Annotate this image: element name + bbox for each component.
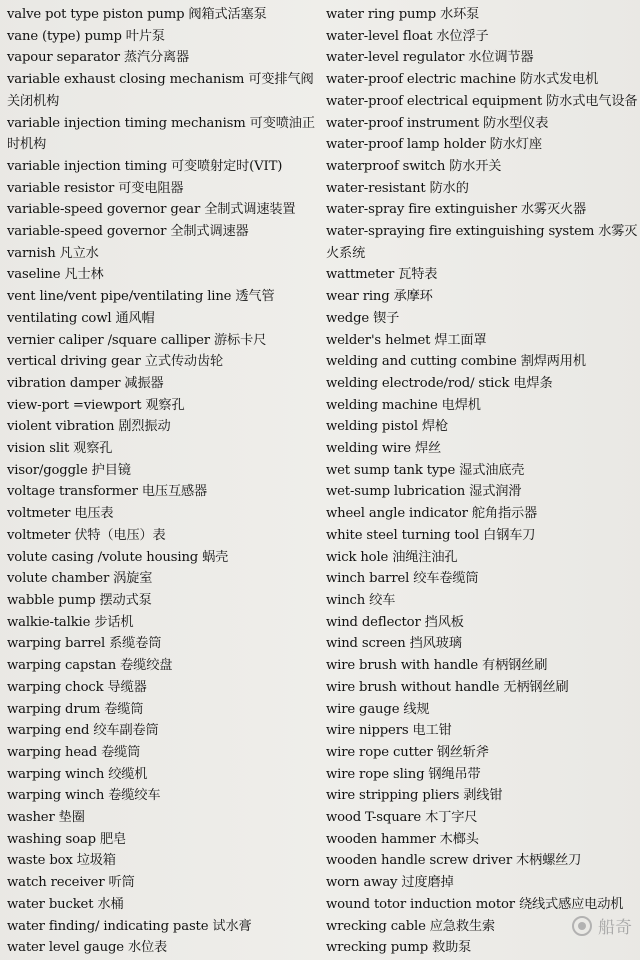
glossary-entry: variable injection timing 可变喷射定时(VIT) — [7, 158, 283, 174]
glossary-entry: wire rope cutter 钢丝斩斧 — [326, 744, 489, 760]
glossary-entry: wire gauge 线规 — [326, 701, 430, 717]
glossary-entry: vernier caliper /square calliper 游标卡尺 — [7, 332, 267, 348]
glossary-entry: warping winch 绞缆机 — [7, 766, 148, 782]
glossary-entry: welding machine 电焊机 — [326, 397, 481, 413]
glossary-entry: water-proof electrical equipment 防水式电气设备 — [326, 93, 638, 109]
glossary-entry: water-proof lamp holder 防水灯座 — [326, 137, 542, 153]
glossary-entry: welder's helmet 焊工面罩 — [326, 332, 487, 348]
glossary-entry: winch 绞车 — [326, 592, 396, 608]
glossary-left-column — [7, 4, 323, 959]
glossary-entry: welding wire 焊丝 — [326, 441, 442, 457]
glossary-entry: water-level regulator 水位调节器 — [326, 50, 534, 66]
glossary-entry: wound totor induction motor 绕线式感应电动机 — [326, 896, 624, 912]
glossary-entry: waterproof switch 防水开关 — [326, 158, 502, 174]
glossary-entry: vision slit 观察孔 — [7, 441, 113, 457]
glossary-right-column — [326, 4, 638, 959]
glossary-entry: vapour separator 蒸汽分离器 — [7, 50, 190, 66]
glossary-entry: variable exhaust closing mechanism 可变排气阀关闭机构 — [7, 72, 314, 109]
glossary-entry: wick hole 油绳注油孔 — [326, 549, 458, 565]
glossary-entry: washing soap 肥皂 — [7, 831, 127, 847]
glossary-entry: warping winch 卷缆绞车 — [7, 788, 161, 804]
glossary-entry: warping end 绞车副卷筒 — [7, 723, 159, 739]
watermark-text: 船奇 — [598, 918, 632, 938]
glossary-entry: wattmeter 瓦特表 — [326, 267, 438, 283]
glossary-entry: voltage transformer 电压互感器 — [7, 484, 208, 500]
glossary-entry: warping capstan 卷缆绞盘 — [7, 658, 173, 674]
glossary-entry: warping head 卷缆筒 — [7, 744, 141, 760]
glossary-entry: welding pistol 焊枪 — [326, 419, 448, 435]
glossary-entry: winch barrel 绞车卷缆筒 — [326, 571, 479, 587]
glossary-entry: wood T-square 木丁字尺 — [326, 810, 478, 826]
glossary-entry: warping drum 卷缆筒 — [7, 701, 144, 717]
glossary-entry: wabble pump 摆动式泵 — [7, 592, 152, 608]
glossary-entry: varnish 凡立水 — [7, 245, 99, 261]
glossary-entry: wear ring 承摩环 — [326, 289, 433, 305]
glossary-entry: wire brush without handle 无柄钢丝刷 — [326, 679, 569, 695]
glossary-entry: water-spray fire extinguisher 水雾灭火器 — [326, 202, 587, 218]
glossary-entry: water-spraying fire extinguishing system 水雾灭火系统 — [326, 224, 638, 261]
glossary-entry: voltmeter 电压表 — [7, 506, 114, 522]
glossary-entry: welding and cutting combine 割焊两用机 — [326, 354, 586, 370]
glossary-entry: wire rope sling 钢绳吊带 — [326, 766, 481, 782]
glossary-entry: wet sump tank type 湿式油底壳 — [326, 462, 525, 478]
glossary-entry: waste box 垃圾箱 — [7, 853, 116, 869]
glossary-entry: variable-speed governor gear 全制式调速装置 — [7, 202, 296, 218]
glossary-entry: worn away 过度磨掉 — [326, 875, 454, 891]
glossary-entry: volute casing /volute housing 蜗壳 — [7, 549, 229, 565]
glossary-entry: walkie-talkie 步话机 — [7, 614, 134, 630]
glossary-entry: wooden hammer 木榔头 — [326, 831, 479, 847]
glossary-entry: vibration damper 减振器 — [7, 375, 164, 391]
glossary-entry: warping chock 导缆器 — [7, 679, 147, 695]
glossary-entry: voltmeter 伏特（电压）表 — [7, 527, 166, 543]
glossary-entry: water finding/ indicating paste 试水膏 — [7, 918, 252, 934]
glossary-entry: water-level float 水位浮子 — [326, 28, 489, 44]
glossary-entry: wire stripping pliers 剥线钳 — [326, 788, 503, 804]
glossary-entry: wet-sump lubrication 湿式润滑 — [326, 484, 522, 500]
glossary-entry: watch receiver 听筒 — [7, 875, 135, 891]
glossary-entry: water level gauge 水位表 — [7, 940, 168, 956]
glossary-entry: washer 垫圈 — [7, 810, 85, 826]
glossary-entry: variable resistor 可变电阻器 — [7, 180, 184, 196]
glossary-entry: wheel angle indicator 舵角指示器 — [326, 506, 538, 522]
glossary-entry: wrecking pump 救助泵 — [326, 940, 472, 956]
glossary-entry: view-port =viewport 观察孔 — [7, 397, 185, 413]
glossary-entry: wind screen 挡风玻璃 — [326, 636, 462, 652]
glossary-entry: water-proof instrument 防水型仪表 — [326, 115, 549, 131]
watermark — [572, 913, 632, 938]
glossary-entry: wrecking cable 应急救生索 — [326, 918, 495, 934]
glossary-entry: wire brush with handle 有柄钢丝刷 — [326, 658, 548, 674]
glossary-entry: welding electrode/rod/ stick 电焊条 — [326, 375, 553, 391]
glossary-entry: water bucket 水桶 — [7, 896, 124, 912]
glossary-entry: visor/goggle 护目镜 — [7, 462, 131, 478]
glossary-entry: wire nippers 电工钳 — [326, 723, 452, 739]
glossary-entry: water ring pump 水环泵 — [326, 7, 480, 22]
glossary-entry: valve pot type piston pump 阀箱式活塞泵 — [7, 7, 267, 22]
glossary-entry: vertical driving gear 立式传动齿轮 — [7, 354, 224, 370]
glossary-entry: water-proof electric machine 防水式发电机 — [326, 72, 599, 88]
glossary-entry: warping barrel 系缆卷筒 — [7, 636, 162, 652]
glossary-entry: vent line/vent pipe/ventilating line 透气管 — [7, 289, 275, 305]
glossary-entry: white steel turning tool 白钢车刀 — [326, 527, 536, 543]
glossary-entry: violent vibration 剧烈振动 — [7, 419, 171, 435]
glossary-entry: wooden handle screw driver 木柄螺丝刀 — [326, 853, 582, 869]
glossary-entry: wind deflector 挡风板 — [326, 614, 464, 630]
glossary-entry: variable injection timing mechanism 可变喷油正时机构 — [7, 115, 315, 153]
glossary-entry: variable-speed governor 全制式调速器 — [7, 224, 249, 240]
glossary-entry: vaseline 凡士林 — [7, 267, 104, 283]
wechat-logo-icon — [572, 916, 592, 936]
glossary-entry: wedge 锲子 — [326, 310, 400, 326]
glossary-entry: water-resistant 防水的 — [326, 180, 469, 196]
glossary-entry: ventilating cowl 通风帽 — [7, 310, 155, 326]
glossary-entry: vane (type) pump 叶片泵 — [7, 28, 165, 44]
glossary-entry: volute chamber 涡旋室 — [7, 571, 153, 587]
